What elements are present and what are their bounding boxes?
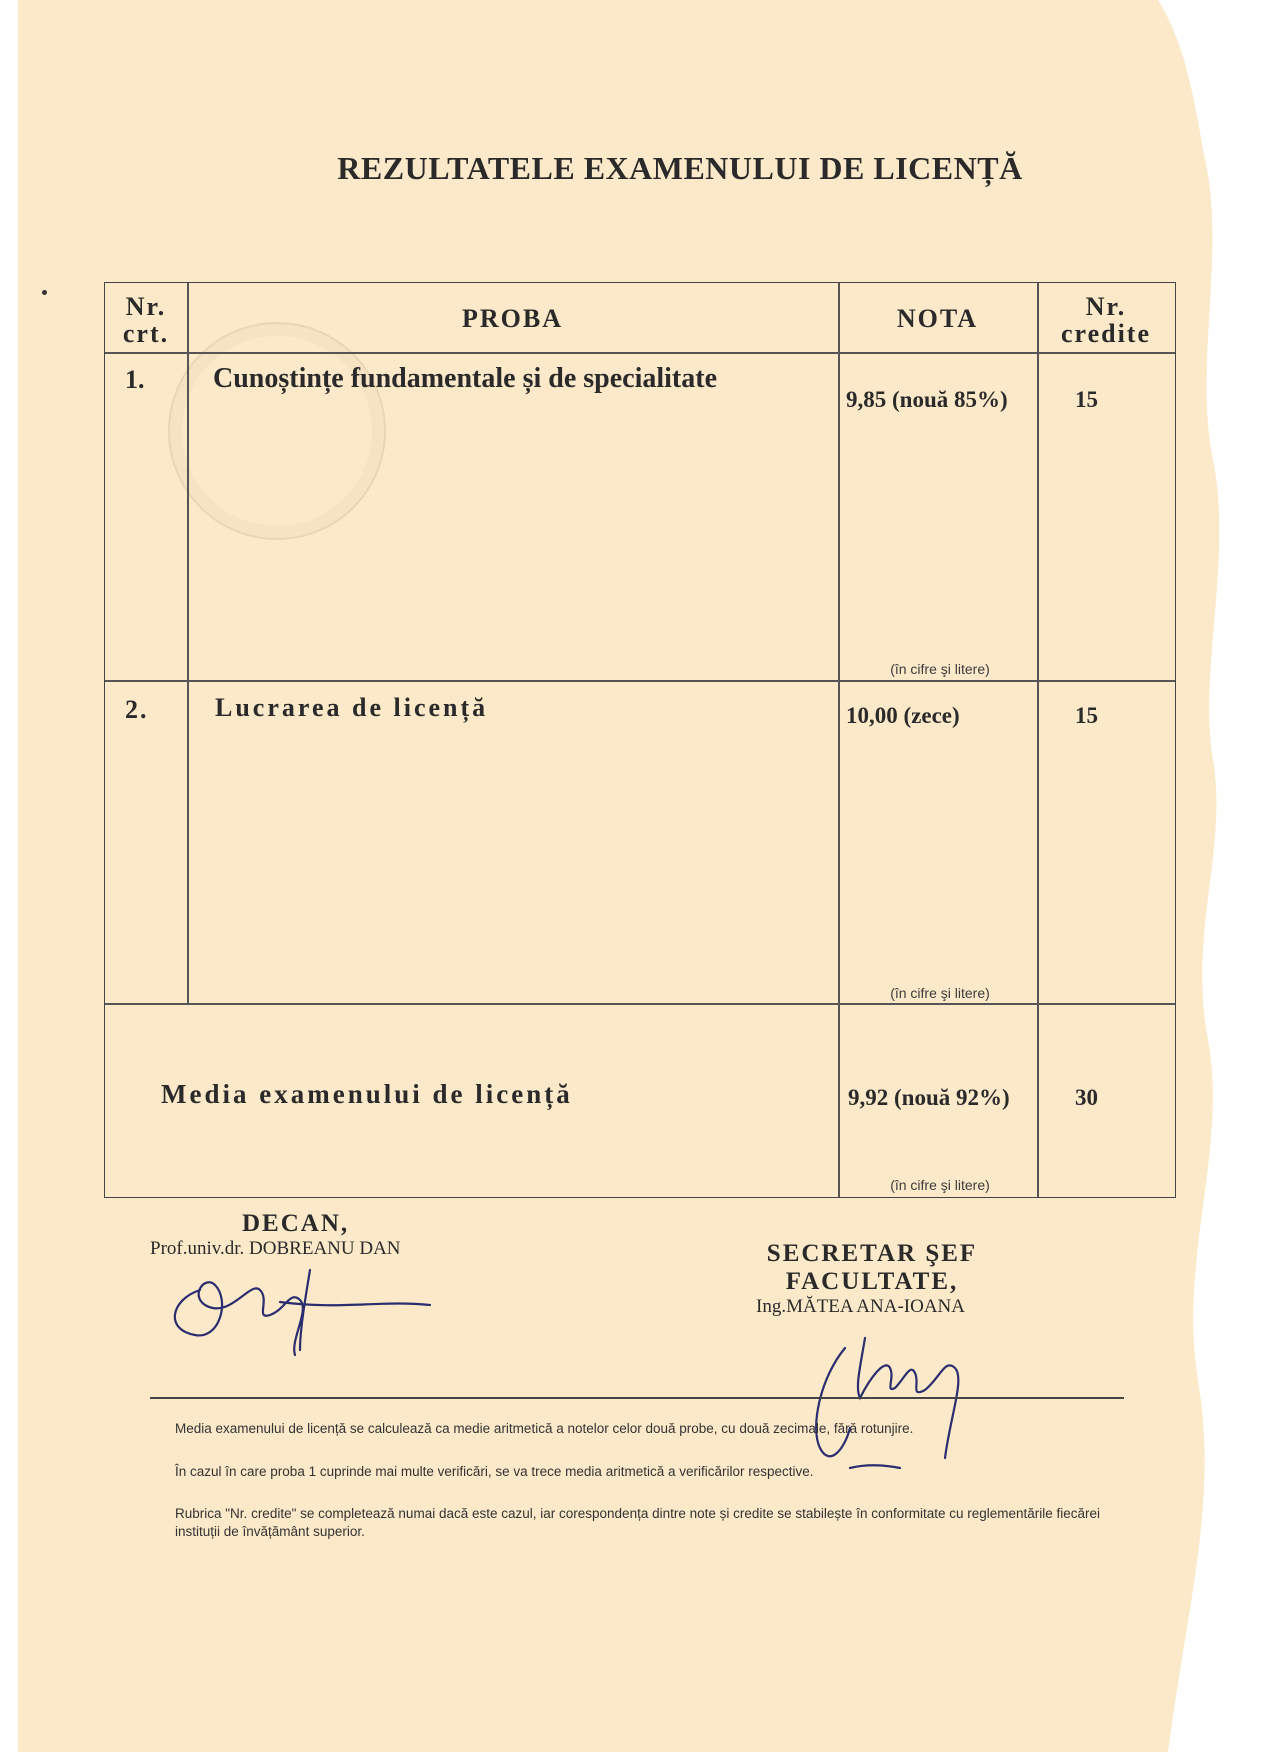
header-nota: NOTA bbox=[896, 304, 979, 333]
summary-credite: 30 bbox=[1075, 1085, 1098, 1110]
row-1-nota-hint: (în cifre şi litere) bbox=[890, 661, 990, 677]
header-credite-line1: Nr. bbox=[1085, 292, 1127, 321]
secretary-title-line1: SECRETAR ŞEF bbox=[766, 1240, 978, 1267]
row-2-divider bbox=[105, 1003, 1175, 1005]
speck-mark bbox=[42, 290, 47, 295]
row-1-proba: Cunoștințe fundamentale și de specialitate bbox=[213, 363, 717, 394]
summary-nota-hint: (în cifre şi litere) bbox=[890, 1177, 990, 1193]
row-1-divider bbox=[105, 680, 1175, 682]
header-credite bbox=[1037, 293, 1175, 347]
header-nr-crt-line1: Nr. bbox=[125, 292, 167, 321]
header-credite-line2: credite bbox=[1060, 319, 1152, 348]
col-divider-nota bbox=[838, 283, 840, 1197]
summary-label: Media examenului de licență bbox=[161, 1079, 573, 1109]
footnote-2: În cazul în care proba 1 cuprinde mai multe verificări, se va trece media aritmetică a verificărilor respective. bbox=[175, 1464, 814, 1479]
row-2-number: 2. bbox=[125, 695, 149, 724]
secretary-name: Ing.MĂTEA ANA-IOANA bbox=[756, 1296, 965, 1317]
row-2-nota: 10,00 (zece) bbox=[846, 703, 960, 728]
dean-title: DECAN, bbox=[242, 1210, 350, 1237]
row-1-nota: 9,85 (nouă 85%) bbox=[846, 387, 1008, 412]
col-divider-credite bbox=[1037, 283, 1039, 1197]
footnote-1: Media examenului de licență se calculează ca medie aritmetică a notelor celor două probe, cu două zecimale, fără rotunjire. bbox=[175, 1421, 914, 1436]
secretary-title bbox=[762, 1240, 982, 1296]
results-table bbox=[104, 282, 1176, 1198]
row-1-credite: 15 bbox=[1075, 387, 1098, 412]
dean-signature bbox=[160, 1260, 440, 1360]
col-divider-nr bbox=[187, 283, 189, 1003]
row-1-number: 1. bbox=[125, 365, 145, 394]
footnote-3: Rubrica "Nr. credite" se completează numai dacă este cazul, iar corespondența dintre note și credite se stabilește în conformitate cu reglementările fiecărei instituții de învățământ superior. bbox=[175, 1506, 1101, 1539]
header-row-divider bbox=[105, 352, 1175, 354]
row-2-proba: Lucrarea de licență bbox=[215, 693, 489, 722]
footer-divider bbox=[150, 1397, 1124, 1399]
page-title: REZULTATELE EXAMENULUI DE LICENȚĂ bbox=[337, 150, 1023, 186]
header-nr-crt-line2: crt. bbox=[122, 319, 170, 348]
secretary-title-line2: FACULTATE, bbox=[785, 1268, 959, 1295]
row-2-nota-hint: (în cifre şi litere) bbox=[890, 985, 990, 1001]
dean-name: Prof.univ.dr. DOBREANU DAN bbox=[150, 1238, 401, 1259]
summary-nota: 9,92 (nouă 92%) bbox=[848, 1085, 1010, 1110]
header-nr-crt bbox=[105, 293, 187, 347]
row-2-credite: 15 bbox=[1075, 703, 1098, 728]
header-proba: PROBA bbox=[462, 304, 563, 333]
